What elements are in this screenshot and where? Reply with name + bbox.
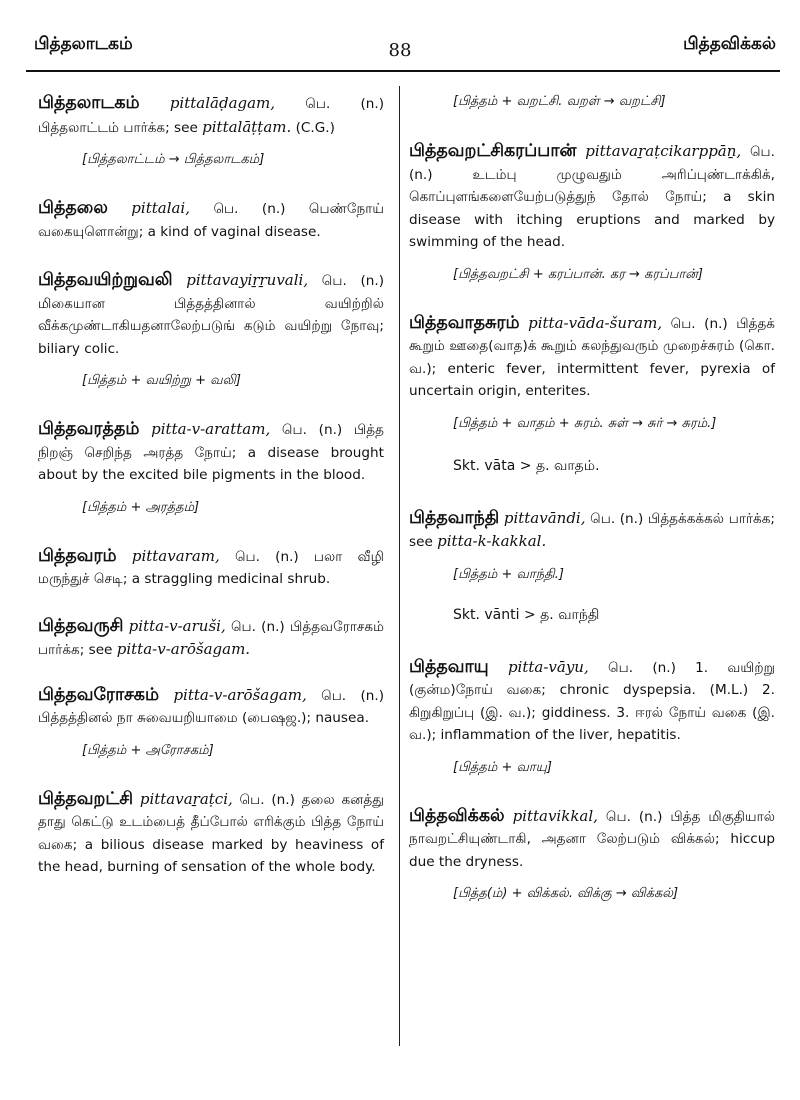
right-column [409,94,775,931]
dictionary-entry [38,418,384,487]
dictionary-entry [38,684,384,730]
headword: பித்தவாதசுரம் [409,312,520,333]
gloss: பெ. (n.) பித்த நிறஞ் செறிந்த அரத்த நோய்; a disease brought about by the excited bile pigments in the blood. [38,422,384,483]
source-abbrev: (C.G.) [291,119,335,136]
transliteration: pittavāndi, [503,508,586,527]
headword: பித்தவயிற்றுவலி [38,270,173,290]
headword: பித்தலை [38,198,108,218]
etymology: [பித்தம் + வறட்சி. வறள் → வறட்சி] [453,94,666,109]
dictionary-entry [38,788,384,879]
transliteration: pittavayiṟṟuvali, [186,271,309,289]
etymology: [பித்தம் + அரோசகம்] [82,742,214,758]
dictionary-entry [409,140,775,254]
gloss: பெ. (n.) பித்தலாட்டம் பார்க்க; see [38,96,384,136]
cross-reference: pittalāṭṭam. [202,117,292,136]
cross-reference: pitta-v-arōšagam. [116,640,251,658]
etymology: [பித்தம் + அரத்தம்] [82,499,200,515]
transliteration: pittavikkal, [512,806,598,825]
transliteration: pitta-vāyu, [507,657,589,676]
dictionary-entry [38,615,384,662]
gloss: பெ. (n.) மிகையான பித்தத்தினால் வயிற்றில் வீக்கமுண்டாகியதனாலேற்படுங் கடும் வயிற்று நோவு; biliary colic. [38,273,384,357]
sanskrit-note: Skt. vāta > த. வாதம். [453,457,600,474]
etymology: [பித்த(ம்) + விக்கல். விக்கு → விக்கல்] [453,886,679,901]
gloss: பெ. (n.) தலை கனத்து தாது கெட்டு உடம்பைத் தீப்போல் எரிக்கும் பித்த நோய் வகை; a bilious disease marked by heaviness of the head, burning of sensation of the whole body. [38,791,384,875]
transliteration: pitta-v-arōšagam, [173,685,307,704]
dictionary-entry [409,656,775,747]
transliteration: pitta-v-aruši, [128,616,226,635]
running-head-left: பித்தலாடகம் [34,34,133,54]
dictionary-entry [409,507,775,554]
etymology: [பித்தம் + வாயு] [453,759,552,775]
etymology: [பித்தம் + வாதம் + சுரம். சுள் → சுர் → சுரம்.] [453,415,717,431]
gloss: பெ. (n.) 1. வயிற்று (குன்ம)நோய் வகை; chronic dyspepsia. (M.L.) 2. கிறுகிறுப்பு (இ. வ.); giddiness. 3. ஈரல் நோய் வகை (இ. வ.); inflammation of the liver, hepatitis. [409,659,775,743]
transliteration: pittalāḍagam, [169,94,276,112]
page-header [0,0,800,66]
dictionary-entry [38,545,384,591]
running-head-right: பித்தவிக்கல் [683,34,776,54]
gloss: பெ. (n.) பித்தத்தினல் நா சுவையறியாமை (பைஷஜ.); nausea. [38,687,385,726]
dictionary-entry [38,197,384,243]
transliteration: pitta-v-arattam, [151,420,271,438]
etymology: [பித்தம் + வயிற்று + வலி] [82,373,241,388]
gloss: பெ. (n.) உடம்பு முழுவதும் அரிப்புண்டாக்கிக், கொப்புளங்களையேற்படுத்துந் தோல் நோய்; a skin disease with itching eruptions and marked by swimming of the head. [409,144,775,250]
gloss: பெ. (n.) பித்த மிகுதியால் நாவறட்சியுண்டாகி, அதனா லேற்படும் விக்கல்; hiccup due the dryness. [409,808,775,870]
headword: பித்தவரம் [38,545,117,566]
headword: பித்தவரத்தம் [38,419,140,439]
dictionary-entry [38,269,384,360]
headword: பித்தவாயு [409,656,489,677]
etymology: [பித்தவறட்சி + கரப்பான். கர → கரப்பான்] [453,266,703,282]
left-column [38,92,384,889]
dictionary-entry [409,312,775,403]
page-number: 88 [388,40,412,61]
dictionary-entry [409,805,775,874]
transliteration: pittavaram, [131,546,220,565]
cross-reference: pitta-k-kakkal. [437,532,547,550]
headword: பித்தவறட்சி [38,788,134,809]
gloss: பெ. (n.) பித்தக்கக்கல் பார்க்க; see [409,510,775,550]
gloss: பெ. (n.) பலா வீழி மருந்துச் செடி; a straggling medicinal shrub. [38,548,384,587]
etymology: [பித்தம் + வாந்தி.] [453,566,564,582]
sanskrit-note: Skt. vānti > த. வாந்தி [453,606,600,623]
gloss: பெ. (n.) பித்தக் கூறும் ஊதை(வாத)க் கூறும் கலந்துவரும் முறைச்சுரம் (கொ. வ.); enteric fever, intermittent fever, pyrexia of uncertain origin, enterites. [409,315,776,399]
headword: பித்தவிக்கல் [409,805,505,826]
transliteration: pittavaṟaṭcikarppāṉ, [585,142,742,160]
headword: பித்தலாடகம் [38,93,140,113]
transliteration: pittavaṟaṭci, [139,789,233,808]
gloss: பெ. (n.) பித்தவரோசகம் பார்க்க; see [38,618,385,658]
headword: பித்தவறட்சிகரப்பான் [409,141,577,161]
dictionary-entry [38,92,384,139]
headword: பித்தவருசி [38,615,124,636]
headword: பித்தவரோசகம் [38,684,160,705]
gloss: பெ. (n.) பெண்நோய் வகையுளொன்று; a kind of vaginal disease. [38,201,384,240]
transliteration: pittalai, [131,199,191,217]
column-divider [399,86,400,1046]
transliteration: pitta-vāda-šuram, [528,313,663,332]
header-rule [26,70,780,72]
etymology: [பித்தலாட்டம் → பித்தலாடகம்] [82,152,265,167]
headword: பித்தவாந்தி [409,507,500,528]
